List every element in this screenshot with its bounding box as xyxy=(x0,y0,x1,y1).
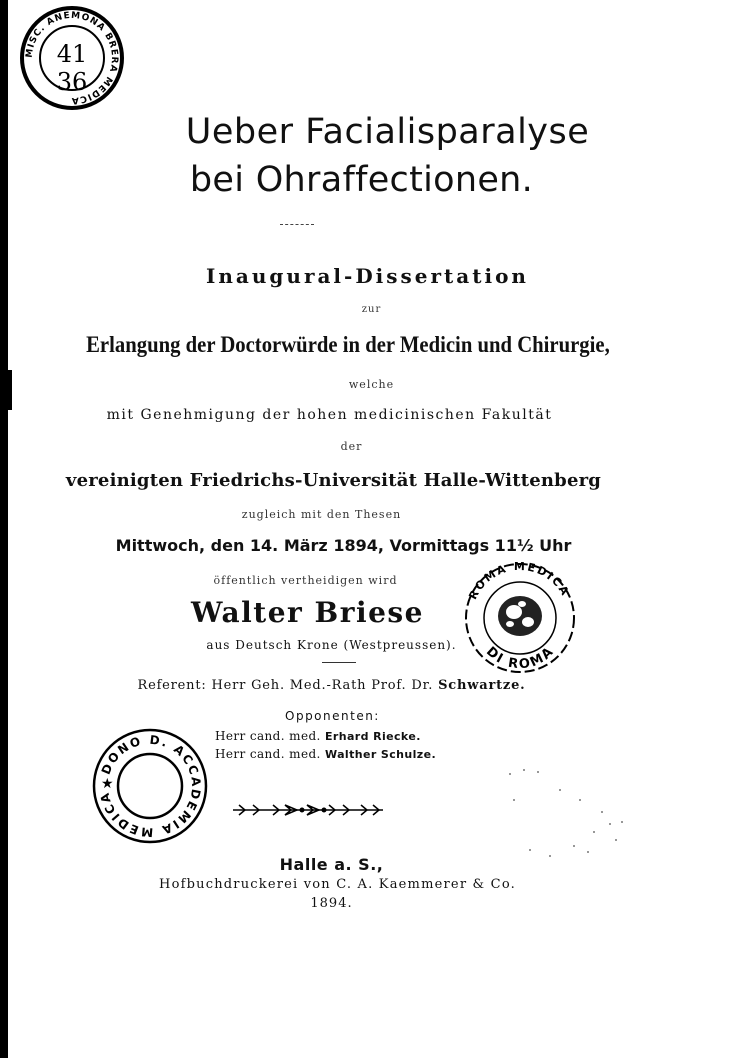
opponent-1-name: Erhard Riecke. xyxy=(324,730,421,743)
title-line-2: bei Ohraffectionen. xyxy=(189,160,534,200)
dissertation-heading: Inaugural-Dissertation xyxy=(206,264,529,288)
bleed-through-marks xyxy=(490,760,630,870)
referent-name: Schwartze. xyxy=(438,678,526,693)
library-stamp-ring-text: MISC. ANEMONA BRERA MEDICA xyxy=(24,10,120,106)
defense-date: Mittwoch, den 14. März 1894, Vormittags 11½ Uhr xyxy=(115,536,572,555)
author-divider xyxy=(322,662,356,663)
defend-text: öffentlich vertheidigen wird xyxy=(213,574,398,587)
library-stamp-number-2: 36 xyxy=(56,68,88,96)
purpose-text: Erlangung der Doctorwürde in der Medicin und Chirurgie, xyxy=(86,332,610,357)
title-line-1: Ueber Facialisparalyse xyxy=(185,112,590,152)
author-name: Walter Briese xyxy=(191,596,424,629)
zugleich-text: zugleich mit den Thesen xyxy=(241,508,402,521)
opponent-2-prefix: Herr cand. med. xyxy=(215,747,321,761)
referent-label: Referent: xyxy=(137,678,207,693)
dono-stamp-ring-text: DONO D. ACCADEMIA MEDICA xyxy=(97,732,204,840)
imprint-printer: Hofbuchdruckerei von C. A. Kaemmerer & Co. xyxy=(159,877,516,892)
opponent-2-name: Walther Schulze. xyxy=(324,748,437,761)
referent-line xyxy=(0,678,697,693)
dono-stamp xyxy=(88,724,212,848)
welche-text: welche xyxy=(348,378,395,391)
opponent-1 xyxy=(215,729,421,743)
title-divider xyxy=(280,224,314,225)
imprint-city: Halle a. S., xyxy=(279,855,384,874)
imprint-year: 1894. xyxy=(310,896,353,911)
author-origin: aus Deutsch Krone (Westpreussen). xyxy=(206,638,457,652)
referent-text: Herr Geh. Med.-Rath Prof. Dr. xyxy=(211,678,434,693)
opponents-label: Opponenten: xyxy=(285,709,380,723)
library-stamp xyxy=(12,2,132,114)
dono-stamp-star-icon: ★ xyxy=(101,776,114,792)
library-stamp-number-1: 41 xyxy=(56,40,88,68)
opponent-2 xyxy=(215,747,436,761)
roma-stamp-emblem xyxy=(498,596,542,636)
roma-stamp xyxy=(452,552,588,676)
approval-text: mit Genehmigung der hohen medicinischen Fakultät xyxy=(106,407,553,423)
roma-stamp-bottom-text: DI ROMA xyxy=(483,643,558,673)
der-text: der xyxy=(340,440,363,453)
university-name: vereinigten Friedrichs-Universität Halle-Wittenberg xyxy=(65,470,602,491)
opponent-1-prefix: Herr cand. med. xyxy=(215,729,321,743)
zur-text: zur xyxy=(361,304,382,315)
roma-stamp-top-text: ROMA MEDICA xyxy=(466,559,573,602)
ornament-divider xyxy=(233,801,383,819)
